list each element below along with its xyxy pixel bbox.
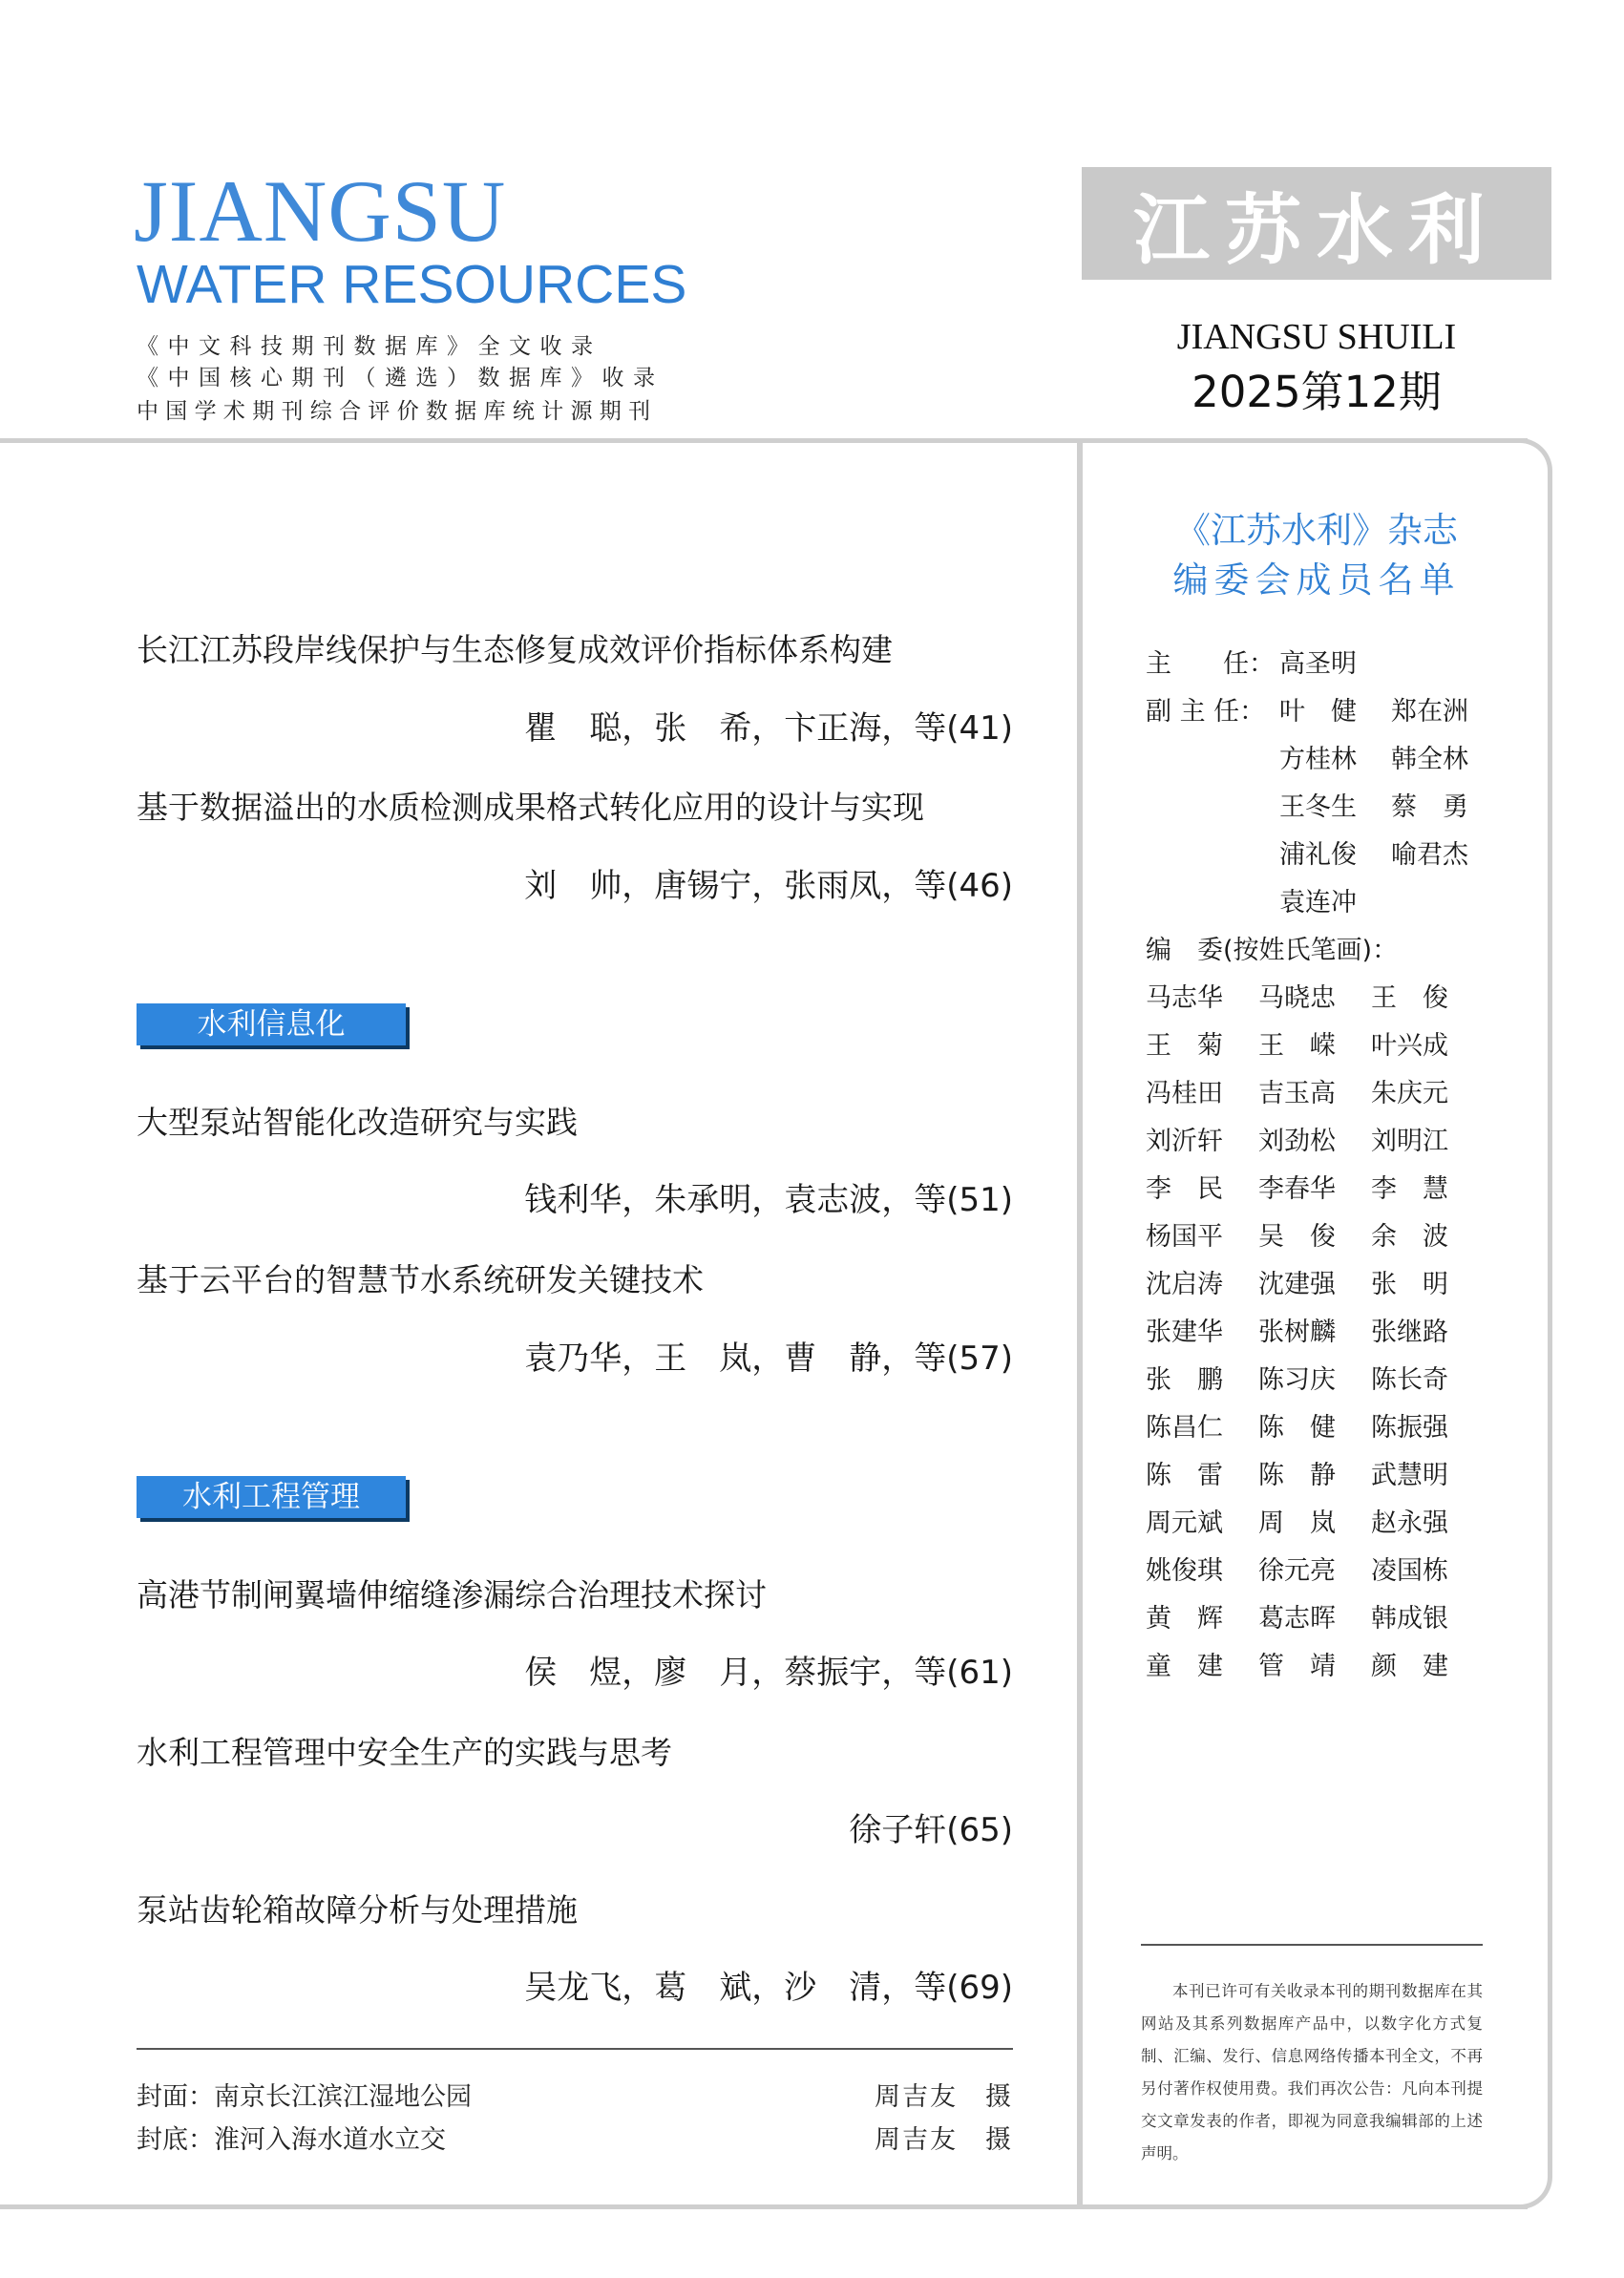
journal-title: 江苏水利 — [1133, 185, 1500, 275]
toc-title[interactable]: 大型泵站智能化改造研究与实践 — [137, 1104, 578, 1141]
logo-english-line1: JIANGSU — [134, 162, 507, 260]
cover-back-credit: 周吉友 摄 — [875, 2125, 1013, 2155]
toc-authors: 袁乃华，王 岚，曹 静，等(57) — [524, 1339, 1013, 1378]
board-member-name: 王 菊 — [1146, 1031, 1223, 1061]
cover-back-caption: 封底：淮河入海水道水立交 — [137, 2125, 446, 2155]
toc-authors: 瞿 聪，张 希，卞正海，等(41) — [524, 709, 1013, 748]
board-member-name: 周 岚 — [1258, 1508, 1336, 1538]
director-label: 主 任： — [1146, 649, 1275, 679]
vice-director-name: 袁连冲 — [1279, 888, 1357, 918]
board-member-name: 童 建 — [1146, 1652, 1223, 1681]
board-title-line2: 编委会成员名单 — [1172, 559, 1461, 601]
vice-director-name: 郑在洲 — [1391, 697, 1468, 727]
board-member-name: 张继路 — [1371, 1318, 1448, 1347]
board-member-name: 姚俊琪 — [1146, 1556, 1223, 1586]
board-member-name: 沈建强 — [1258, 1270, 1336, 1299]
board-member-name: 韩成银 — [1371, 1604, 1448, 1634]
board-member-name: 王 嵘 — [1258, 1031, 1336, 1061]
board-member-name: 周元斌 — [1146, 1508, 1223, 1538]
board-member-name: 沈启涛 — [1146, 1270, 1223, 1299]
vice-director-name: 王冬生 — [1279, 792, 1357, 822]
section-tag-info: 水利信息化 — [137, 1003, 406, 1045]
board-member-name: 葛志晖 — [1258, 1604, 1336, 1634]
board-member-name: 刘劲松 — [1258, 1127, 1336, 1156]
vice-director-name: 韩全林 — [1391, 745, 1468, 774]
vice-director-name: 浦礼俊 — [1279, 840, 1357, 870]
toc-authors: 吴龙飞，葛 斌，沙 清，等(69) — [524, 1969, 1013, 2007]
notice-divider — [1141, 1944, 1483, 1946]
board-member-name: 凌国栋 — [1371, 1556, 1448, 1586]
board-member-name: 余 波 — [1371, 1222, 1448, 1252]
board-member-name: 刘沂轩 — [1146, 1127, 1223, 1156]
frame-bottom-line — [0, 2204, 1528, 2209]
board-member-name: 陈昌仁 — [1146, 1413, 1223, 1443]
caption-divider — [137, 2048, 1013, 2050]
copyright-notice: 本刊已许可有关收录本刊的期刊数据库在其网站及其系列数据库产品中，以数字化方式复制、汇编、发行、信息网络传播本刊全文，不再另付著作权使用费。我们再次公告：凡向本刊提交文章发表的作者，即视为同意我编辑部的上述声明。 — [1141, 1982, 1483, 2162]
board-member-name: 武慧明 — [1371, 1461, 1448, 1490]
issue-number: 2025第12期 — [1192, 367, 1442, 417]
board-member-name: 王 俊 — [1371, 983, 1448, 1013]
toc-authors: 钱利华，朱承明，袁志波，等(51) — [524, 1181, 1013, 1219]
board-member-name: 杨国平 — [1146, 1222, 1223, 1252]
toc-title[interactable]: 水利工程管理中安全生产的实践与思考 — [137, 1734, 672, 1771]
board-member-name: 陈 健 — [1258, 1413, 1336, 1443]
board-member-name: 张 鹏 — [1146, 1365, 1223, 1395]
journal-pinyin: JIANGSU SHUILI — [1176, 317, 1457, 357]
board-member-name: 马晓忠 — [1258, 983, 1336, 1013]
board-member-name: 叶兴成 — [1371, 1031, 1448, 1061]
board-member-name: 陈长奇 — [1371, 1365, 1448, 1395]
board-member-name: 吴 俊 — [1258, 1222, 1336, 1252]
index-line-2: 《中国核心期刊（遴选）数据库》收录 — [137, 366, 664, 390]
toc-title[interactable]: 长江江苏段岸线保护与生态修复成效评价指标体系构建 — [137, 631, 893, 668]
director-name: 高圣明 — [1279, 649, 1357, 679]
board-member-name: 张 明 — [1371, 1270, 1448, 1299]
cover-front-credit: 周吉友 摄 — [875, 2082, 1013, 2112]
vice-director-name: 方桂林 — [1279, 745, 1357, 774]
toc-title[interactable]: 基于数据溢出的水质检测成果格式转化应用的设计与实现 — [137, 789, 924, 826]
board-member-name: 陈习庆 — [1258, 1365, 1336, 1395]
board-member-name: 朱庆元 — [1371, 1079, 1448, 1108]
journal-title-box — [1082, 167, 1551, 280]
board-member-name: 徐元亮 — [1258, 1556, 1336, 1586]
board-member-name: 颜 建 — [1371, 1652, 1448, 1681]
toc-title[interactable]: 基于云平台的智慧节水系统研发关键技术 — [137, 1261, 704, 1298]
board-title-line1: 《江苏水利》杂志 — [1175, 510, 1458, 551]
board-member-name: 赵永强 — [1371, 1508, 1448, 1538]
board-member-name: 黄 辉 — [1146, 1604, 1223, 1634]
toc-authors: 刘 帅，唐锡宁，张雨凤，等(46) — [524, 867, 1013, 905]
board-member-name: 陈振强 — [1371, 1413, 1448, 1443]
index-line-1: 《中文科技期刊数据库》全文收录 — [137, 334, 602, 359]
logo-english-line2: WATER RESOURCES — [137, 254, 687, 315]
board-member-name: 刘明江 — [1371, 1127, 1448, 1156]
board-member-name: 管 靖 — [1258, 1652, 1336, 1681]
board-member-name: 李 民 — [1146, 1174, 1223, 1204]
cover-front-caption: 封面：南京长江滨江湿地公园 — [137, 2082, 472, 2112]
toc-authors: 徐子轩(65) — [849, 1811, 1013, 1849]
toc-title[interactable]: 泵站齿轮箱故障分析与处理措施 — [137, 1891, 578, 1929]
toc-title[interactable]: 高港节制闸翼墙伸缩缝渗漏综合治理技术探讨 — [137, 1576, 767, 1614]
board-member-name: 张建华 — [1146, 1318, 1223, 1347]
members-label: 编 委(按姓氏笔画)： — [1146, 936, 1399, 965]
index-line-3: 中国学术期刊综合评价数据库统计源期刊 — [137, 399, 658, 424]
board-member-name: 陈 雷 — [1146, 1461, 1223, 1490]
board-member-name: 李 慧 — [1371, 1174, 1448, 1204]
vice-director-label: 副 主 任： — [1146, 697, 1266, 727]
vice-director-name: 叶 健 — [1279, 697, 1357, 727]
vice-director-name: 喻君杰 — [1391, 840, 1468, 870]
section-tag-management: 水利工程管理 — [137, 1476, 406, 1518]
vice-director-name: 蔡 勇 — [1391, 792, 1468, 822]
board-member-name: 张树麟 — [1258, 1318, 1336, 1347]
board-member-name: 冯桂田 — [1146, 1079, 1223, 1108]
toc-authors: 侯 煜，廖 月，蔡振宇，等(61) — [524, 1654, 1013, 1692]
board-member-name: 陈 静 — [1258, 1461, 1336, 1490]
board-member-name: 李春华 — [1258, 1174, 1336, 1204]
board-member-name: 马志华 — [1146, 983, 1223, 1013]
board-member-name: 吉玉高 — [1258, 1079, 1336, 1108]
